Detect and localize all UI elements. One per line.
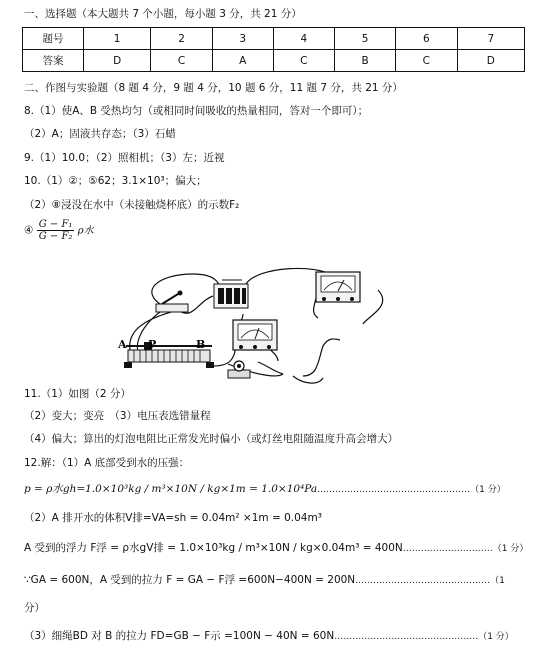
q12-buoyancy-score: …………………………（1 分） bbox=[402, 544, 529, 554]
q12-tension-score-cont: 分） bbox=[24, 602, 45, 614]
q12-pressure-score: ……………………………………………（1 分） bbox=[317, 485, 506, 495]
q12-rope-formula: （3）细绳BD 对 B 的拉力 FD=GB − F示 =100N − 40N = 60N bbox=[24, 630, 335, 642]
q11-line2: （2）变大；变亮 （3）电压表选错量程 bbox=[24, 410, 211, 422]
q10-line2: （2）⑧浸没在水中（未接触烧杯底）的示数F₂ bbox=[24, 199, 240, 211]
q9-line: 9.（1）10.0；（2）照相机；（3）左；近视 bbox=[24, 152, 225, 164]
table-cell: C bbox=[395, 50, 457, 72]
voltmeter-icon bbox=[316, 272, 360, 302]
q12-rope-score: …………………………………………（1 分） bbox=[334, 632, 514, 642]
table-cell: B bbox=[335, 50, 396, 72]
q10-formula-prefix: ④ bbox=[24, 224, 34, 237]
q11-line1: 11.（1）如图（2 分） bbox=[24, 388, 131, 400]
q12-buoyancy-formula: A 受到的浮力 F浮 = ρ水gV排 = 1.0×10³kg / m³×10N / kg×0.04m³ = 400N bbox=[24, 542, 403, 554]
table-cell: 4 bbox=[273, 28, 335, 50]
q12-tension-formula: ∵GA = 600N，A 受到的拉力 F = GA − F浮 =600N−400N = 200N bbox=[24, 574, 356, 586]
table-cell: 5 bbox=[335, 28, 396, 50]
q12-rope-line bbox=[24, 628, 514, 643]
q10-line1: 10.（1）②；⑤62；3.1×10³；偏大； bbox=[24, 175, 207, 187]
table-header-label: 题号 bbox=[23, 28, 84, 50]
ammeter-icon bbox=[233, 320, 277, 350]
q10-formula bbox=[24, 219, 94, 242]
switch-icon bbox=[156, 291, 188, 313]
table-cell: A bbox=[212, 50, 273, 72]
q12-buoyancy-line bbox=[24, 540, 528, 555]
table-row-answers bbox=[23, 50, 525, 72]
table-cell: C bbox=[151, 50, 213, 72]
q12-pressure-formula: p = ρ水gh=1.0×10³kg / m³×10N / kg×1m = 1.0×10⁴Pa bbox=[24, 483, 318, 495]
q12-tension-score: ………………………………………（1 bbox=[355, 576, 505, 586]
answer-table bbox=[22, 27, 525, 72]
table-cell: 6 bbox=[395, 28, 457, 50]
table-cell: D bbox=[457, 50, 524, 72]
table-cell: 1 bbox=[84, 28, 151, 50]
q10-formula-suffix: ρ水 bbox=[77, 225, 94, 237]
table-answer-label: 答案 bbox=[23, 50, 84, 72]
fraction-denominator: G − F₂ bbox=[38, 231, 73, 242]
q12-pressure-line bbox=[24, 481, 506, 496]
label-p: P bbox=[148, 338, 157, 351]
lamp-icon bbox=[228, 361, 250, 378]
label-a: A bbox=[118, 338, 127, 351]
q12-intro: 12.解：（1）A 底部受到水的压强： bbox=[24, 457, 190, 469]
section2-title: 二、作图与实验题（8 题 4 分，9 题 4 分，10 题 6 分，11 题 7 分，共 21 分） bbox=[24, 82, 403, 94]
table-cell: 3 bbox=[212, 28, 273, 50]
table-cell: C bbox=[273, 50, 335, 72]
q11-line3: （4）偏大；算出的灯泡电阻比正常发光时偏小（或灯丝电阻随温度升高会增大） bbox=[24, 433, 399, 445]
table-cell: 7 bbox=[457, 28, 524, 50]
fraction-numerator: G − F₁ bbox=[38, 219, 73, 230]
table-cell: 2 bbox=[151, 28, 213, 50]
fraction bbox=[37, 219, 75, 242]
battery-icon bbox=[214, 280, 248, 308]
q12-tension-line bbox=[24, 572, 505, 587]
q8-line1: 8.（1）使A、B 受热均匀（或相同时间吸收的热量相同，答对一个即可）； bbox=[24, 105, 369, 117]
circuit-diagram bbox=[118, 266, 418, 386]
q12-volume-line: （2）A 排开水的体积V排=VA=sh = 0.04m² ×1m = 0.04m³ bbox=[24, 512, 322, 524]
table-cell: D bbox=[84, 50, 151, 72]
table-row-numbers bbox=[23, 28, 525, 50]
q8-line2: （2）A；固液共存态；（3）石蜡 bbox=[24, 128, 176, 140]
section1-title: 一、选择题（本大题共 7 个小题，每小题 3 分，共 21 分） bbox=[24, 8, 302, 20]
label-b: B bbox=[196, 338, 206, 351]
